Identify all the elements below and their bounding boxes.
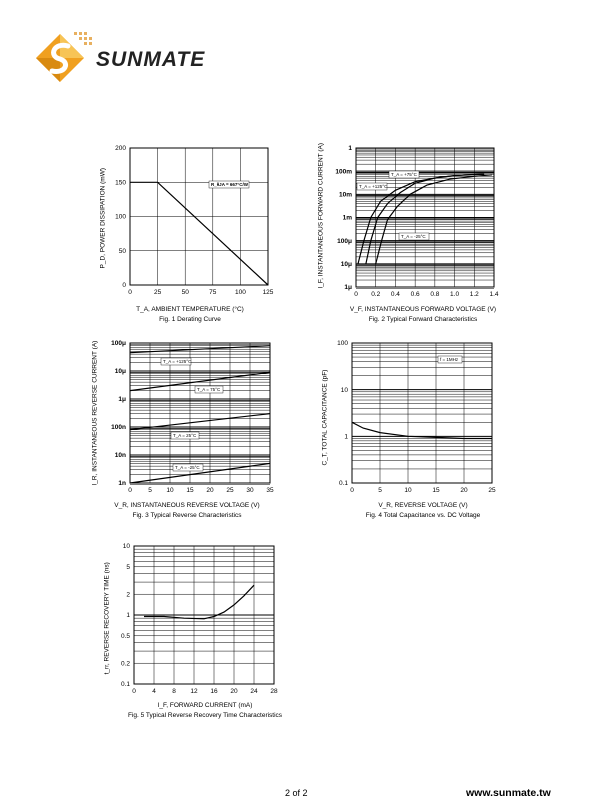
sunmate-logo xyxy=(30,28,230,92)
y-tick-label: 1 xyxy=(126,612,130,620)
y-tick-label: 150 xyxy=(115,179,126,187)
x-tick-label: 0.8 xyxy=(430,291,440,298)
annotation-label: T_A = -25°C xyxy=(401,234,426,239)
y-tick-label: 0.1 xyxy=(338,480,348,488)
x-tick-label: 8 xyxy=(172,688,176,695)
y-tick-label: 50 xyxy=(118,247,126,255)
x-tick-label: 15 xyxy=(186,487,194,494)
annotation-label: T_A = 25°C xyxy=(173,433,197,438)
fig4-ylabel: C_T, TOTAL CAPACITANCE (pF) xyxy=(321,369,329,466)
fig5-ylabel: t_rr, REVERSE RECOVERY TIME (ns) xyxy=(103,562,111,675)
y-tick-label: 1μ xyxy=(344,284,352,292)
y-tick-label: 1 xyxy=(344,433,348,441)
annotation-label: T_A = 75°C xyxy=(197,387,221,392)
y-tick-label: 100n xyxy=(111,424,126,432)
series-line xyxy=(144,585,254,619)
x-tick-label: 1.4 xyxy=(489,291,499,298)
chart-derating-curve xyxy=(90,140,290,330)
fig2-xlabel: V_F, INSTANTANEOUS FORWARD VOLTAGE (V) xyxy=(349,306,497,313)
series-line xyxy=(130,182,268,285)
fig2-ylabel: I_F, INSTANTANEOUS FORWARD CURRENT (A) xyxy=(317,142,325,289)
x-tick-label: 16 xyxy=(210,688,218,695)
page-number: 2 of 2 xyxy=(285,788,308,798)
x-tick-label: 50 xyxy=(181,289,189,296)
chart-reverse-recovery-time xyxy=(100,538,300,728)
fig4-caption: Fig. 4 Total Capacitance vs. DC Voltage xyxy=(365,512,481,519)
annotation xyxy=(357,183,388,190)
fig3-ylabel: I_R, INSTANTANEOUS REVERSE CURRENT (A) xyxy=(91,340,99,486)
y-tick-label: 10 xyxy=(122,543,130,551)
chart-forward-characteristics xyxy=(318,140,518,330)
x-tick-label: 0.2 xyxy=(371,291,381,298)
fig2-caption: Fig. 2 Typical Forward Characteristics xyxy=(368,316,478,323)
fig3-caption: Fig. 3 Typical Reverse Characteristics xyxy=(132,512,242,519)
y-tick-label: 5 xyxy=(126,563,130,571)
x-tick-label: 30 xyxy=(246,487,254,494)
y-tick-label: 100μ xyxy=(337,237,352,245)
y-tick-label: 0.5 xyxy=(120,632,130,640)
figure-5 xyxy=(100,538,300,728)
x-tick-label: 5 xyxy=(148,487,152,494)
y-tick-label: 1n xyxy=(118,480,126,488)
x-tick-label: 75 xyxy=(209,289,217,296)
brand-wordmark: SUNMATE xyxy=(96,48,206,71)
x-tick-label: 100 xyxy=(234,289,246,296)
y-tick-label: 0.2 xyxy=(120,660,130,668)
chart-total-capacitance xyxy=(318,335,518,530)
y-tick-label: 1μ xyxy=(118,396,126,404)
fig3-xlabel: V_R, INSTANTANEOUS REVERSE VOLTAGE (V) xyxy=(114,502,260,509)
x-tick-label: 5 xyxy=(378,487,382,494)
fig4-xlabel: V_R, REVERSE VOLTAGE (V) xyxy=(378,502,468,509)
y-tick-label: 1m xyxy=(342,214,352,222)
x-tick-label: 125 xyxy=(262,289,274,296)
x-tick-label: 12 xyxy=(190,688,198,695)
y-tick-label: 2 xyxy=(126,591,130,599)
x-tick-label: 10 xyxy=(404,487,412,494)
annotation-label: T_A = +125°C xyxy=(163,359,192,364)
grid xyxy=(130,148,268,285)
fig5-xlabel: I_F, FORWARD CURRENT (mA) xyxy=(157,702,253,709)
x-tick-label: 24 xyxy=(250,688,258,695)
annotation-label: T_A = +125°C xyxy=(359,184,388,189)
y-tick-label: 10μ xyxy=(340,261,352,269)
y-tick-label: 1 xyxy=(348,145,352,153)
annotation-label: f = 1MHz xyxy=(440,357,459,362)
x-tick-label: 20 xyxy=(206,487,214,494)
x-tick-label: 25 xyxy=(153,289,162,296)
fig1-ylabel: P_D, POWER DISSIPATION (mW) xyxy=(99,167,107,269)
annotation-label: T_A = +75°C xyxy=(391,172,417,177)
fig1-caption: Fig. 1 Derating Curve xyxy=(159,316,221,323)
grid xyxy=(134,546,274,684)
grid xyxy=(356,148,494,289)
x-tick-label: 0 xyxy=(128,289,132,296)
sunmate-logo-mark xyxy=(30,28,230,92)
fig1-xlabel: T_A, AMBIENT TEMPERATURE (°C) xyxy=(136,306,244,313)
figure-4 xyxy=(318,335,518,530)
y-tick-label: 100m xyxy=(335,168,352,176)
x-tick-label: 0 xyxy=(128,487,132,494)
annotation xyxy=(399,233,429,240)
y-tick-label: 200 xyxy=(115,145,126,153)
annotation xyxy=(161,358,192,365)
chart-reverse-characteristics xyxy=(92,335,292,530)
figure-1 xyxy=(90,140,290,330)
website-link[interactable]: www.sunmate.tw xyxy=(466,787,551,799)
y-tick-label: 10m xyxy=(338,191,352,199)
x-tick-label: 1.0 xyxy=(450,291,460,298)
grid xyxy=(352,343,492,483)
y-tick-label: 10 xyxy=(340,386,348,394)
y-tick-label: 10n xyxy=(114,452,126,460)
figure-2 xyxy=(318,140,518,330)
figure-3 xyxy=(92,335,292,530)
annotation xyxy=(195,386,223,393)
plot-frame xyxy=(130,343,270,483)
annotation xyxy=(171,432,199,439)
fig5-caption: Fig. 5 Typical Reverse Recovery Time Characteristics xyxy=(127,712,283,719)
y-tick-label: 100μ xyxy=(111,340,126,348)
y-tick-label: 100 xyxy=(115,213,126,221)
y-tick-label: 100 xyxy=(337,340,348,348)
annotation xyxy=(173,464,203,471)
annotation-label: T_A = -25°C xyxy=(175,465,200,470)
x-tick-label: 10 xyxy=(166,487,174,494)
x-tick-label: 0 xyxy=(354,291,358,298)
y-tick-label: 0.1 xyxy=(120,681,130,689)
x-tick-label: 0.6 xyxy=(410,291,420,298)
x-tick-label: 0.4 xyxy=(390,291,400,298)
x-tick-label: 15 xyxy=(432,487,440,494)
y-tick-label: 0 xyxy=(122,282,126,290)
annotation-label: R_θJA = 667°C/W xyxy=(211,182,248,187)
annotation xyxy=(438,356,462,363)
x-tick-label: 28 xyxy=(270,688,278,695)
x-tick-label: 0 xyxy=(132,688,136,695)
y-tick-label: 10μ xyxy=(114,368,126,376)
x-tick-label: 20 xyxy=(460,487,468,494)
x-tick-label: 0 xyxy=(350,487,354,494)
x-tick-label: 25 xyxy=(226,487,234,494)
plot-frame xyxy=(352,343,492,483)
x-tick-label: 25 xyxy=(488,487,496,494)
x-tick-label: 35 xyxy=(266,487,274,494)
grid xyxy=(130,343,270,485)
x-tick-label: 1.2 xyxy=(469,291,479,298)
annotation xyxy=(389,171,419,178)
annotation xyxy=(209,181,249,188)
x-tick-label: 20 xyxy=(230,688,238,695)
x-tick-label: 4 xyxy=(152,688,156,695)
